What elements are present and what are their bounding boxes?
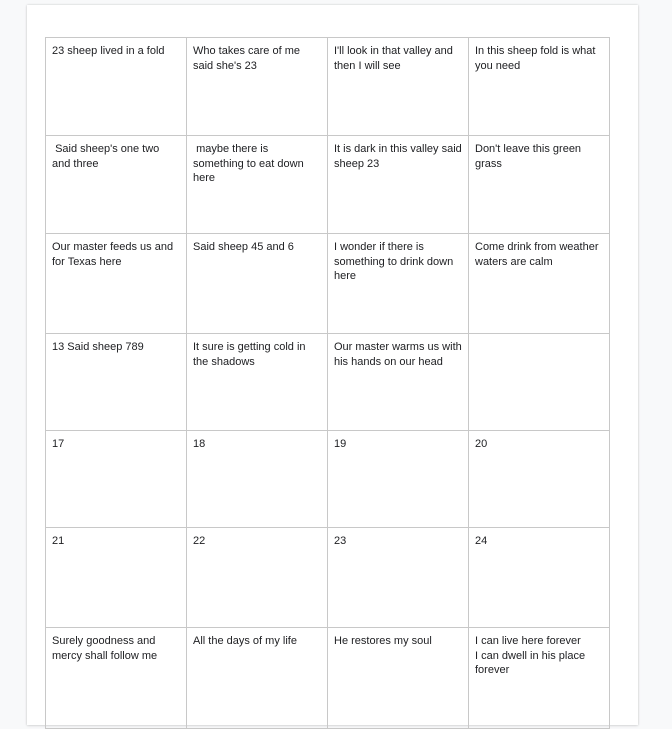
table-cell[interactable]: Said sheep 45 and 6: [187, 234, 328, 334]
table-row: [46, 234, 610, 334]
table-cell[interactable]: 19: [328, 431, 469, 528]
table-cell[interactable]: 17: [46, 431, 187, 528]
table-cell[interactable]: [469, 334, 610, 431]
table-cell[interactable]: He restores my soul: [328, 628, 469, 729]
table-cell[interactable]: Our master warms us with his hands on our head: [328, 334, 469, 431]
table-cell[interactable]: It is dark in this valley said sheep 23: [328, 136, 469, 234]
table-cell[interactable]: 23 sheep lived in a fold: [46, 38, 187, 136]
table-cell[interactable]: 23: [328, 528, 469, 628]
table-row: [46, 38, 610, 136]
table-cell[interactable]: In this sheep fold is what you need: [469, 38, 610, 136]
story-grid-table: [45, 37, 610, 729]
table-cell[interactable]: I wonder if there is something to drink down here: [328, 234, 469, 334]
table-cell[interactable]: 21: [46, 528, 187, 628]
table-cell[interactable]: I'll look in that valley and then I will see: [328, 38, 469, 136]
table-cell[interactable]: 24: [469, 528, 610, 628]
table-cell[interactable]: Surely goodness and mercy shall follow me: [46, 628, 187, 729]
table-cell[interactable]: Don't leave this green grass: [469, 136, 610, 234]
table-cell[interactable]: Our master feeds us and for Texas here: [46, 234, 187, 334]
table-cell[interactable]: maybe there is something to eat down here: [187, 136, 328, 234]
table-cell[interactable]: All the days of my life: [187, 628, 328, 729]
table-row: [46, 431, 610, 528]
table-cell[interactable]: Who takes care of me said she's 23: [187, 38, 328, 136]
table-row: [46, 628, 610, 729]
table-cell[interactable]: 20: [469, 431, 610, 528]
table-cell[interactable]: 22: [187, 528, 328, 628]
table-cell[interactable]: I can live here forever I can dwell in his place forever: [469, 628, 610, 729]
document-page: [27, 5, 638, 725]
table-row: [46, 334, 610, 431]
table-cell[interactable]: Said sheep's one two and three: [46, 136, 187, 234]
table-row: [46, 136, 610, 234]
table-cell[interactable]: It sure is getting cold in the shadows: [187, 334, 328, 431]
table-cell[interactable]: 13 Said sheep 789: [46, 334, 187, 431]
table-cell[interactable]: Come drink from weather waters are calm: [469, 234, 610, 334]
table-row: [46, 528, 610, 628]
table-cell[interactable]: 18: [187, 431, 328, 528]
